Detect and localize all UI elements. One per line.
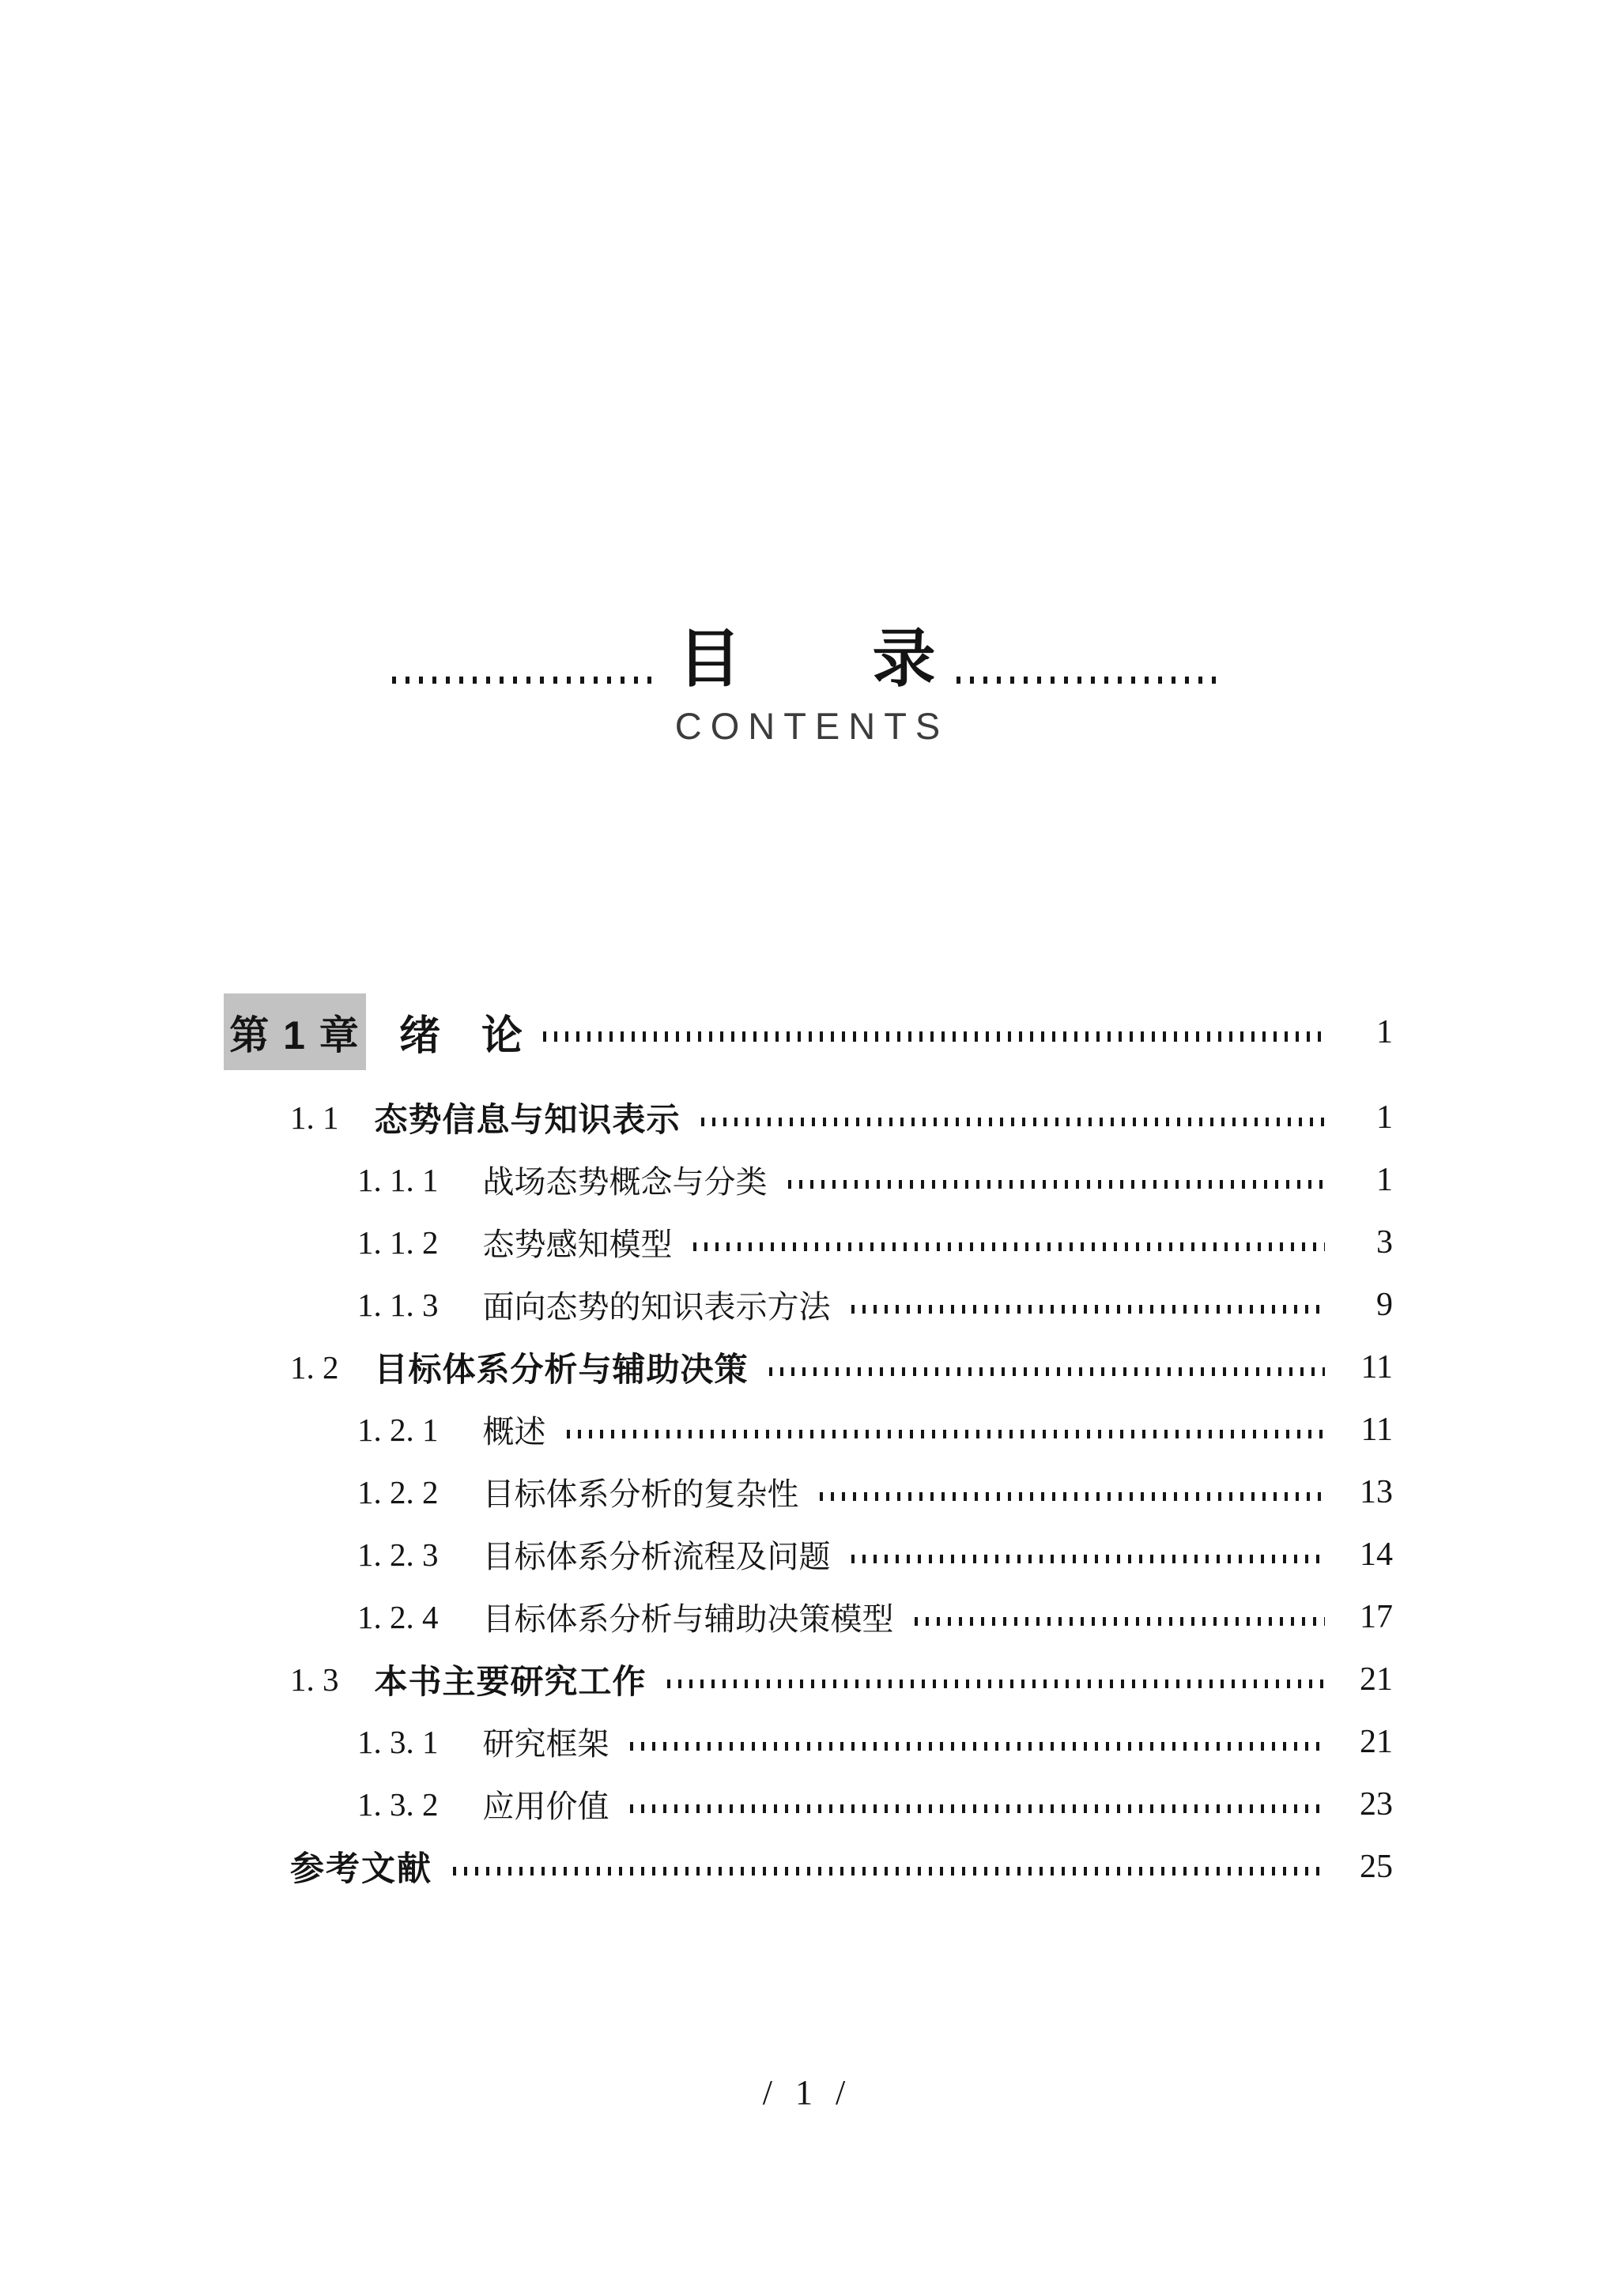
title-leader-right xyxy=(957,677,1224,684)
dot-leader xyxy=(693,1242,1326,1251)
entry-page-number: 17 xyxy=(1360,1598,1393,1635)
entry-page-number: 9 xyxy=(1376,1286,1393,1323)
entry-page-number: 3 xyxy=(1376,1223,1393,1261)
entry-label: 目标体系分析与辅助决策 xyxy=(374,1350,749,1388)
entry-number: 1. 3. 1 xyxy=(357,1723,439,1760)
chapter-title: 绪 论 xyxy=(399,1013,523,1059)
entry-label: 参考文献 xyxy=(290,1851,432,1888)
chapter-badge: 第 1 章 xyxy=(224,993,366,1070)
toc-entry xyxy=(290,1835,1393,1898)
entry-label: 目标体系分析流程及问题 xyxy=(482,1539,831,1574)
dot-leader xyxy=(630,1742,1326,1751)
toc-header xyxy=(0,627,1615,748)
dot-leader xyxy=(915,1617,1326,1626)
dot-leader xyxy=(543,1031,1325,1042)
toc-entry xyxy=(357,1461,1393,1523)
toc-entry xyxy=(357,1773,1393,1835)
entry-page-number: 1 xyxy=(1376,1161,1393,1198)
dot-leader xyxy=(851,1305,1326,1314)
dot-leader xyxy=(820,1492,1326,1501)
toc-entry xyxy=(357,1211,1393,1273)
entry-page-number: 21 xyxy=(1360,1661,1393,1698)
entry-page-number: 14 xyxy=(1360,1536,1393,1573)
entry-number: 1. 2. 4 xyxy=(357,1598,439,1635)
toc-entry xyxy=(357,1585,1393,1648)
entry-label: 目标体系分析与辅助决策模型 xyxy=(482,1601,894,1637)
toc-entry xyxy=(357,1523,1393,1585)
toc-entry xyxy=(290,1648,1393,1710)
title-leader-left xyxy=(392,677,659,684)
toc-list xyxy=(224,993,1393,1898)
entry-number: 1. 1. 2 xyxy=(357,1223,439,1261)
toc-entry xyxy=(290,1336,1393,1398)
entry-number: 1. 3. 2 xyxy=(357,1785,439,1823)
title-line xyxy=(0,627,1615,693)
dot-leader xyxy=(851,1555,1326,1563)
chapter-page-number: 1 xyxy=(1376,1013,1393,1050)
dot-leader xyxy=(788,1180,1326,1189)
toc-entry xyxy=(290,1086,1393,1148)
toc-entry xyxy=(357,1398,1393,1461)
dot-leader xyxy=(667,1680,1325,1688)
entry-page-number: 11 xyxy=(1360,1348,1393,1386)
entry-number: 1. 2. 2 xyxy=(357,1473,439,1510)
toc-entry xyxy=(357,1710,1393,1773)
entry-label: 本书主要研究工作 xyxy=(374,1662,647,1700)
entry-number: 1. 2 xyxy=(290,1348,339,1386)
entry-number: 1. 1. 3 xyxy=(357,1286,439,1323)
dot-leader xyxy=(453,1867,1325,1876)
dot-leader xyxy=(630,1804,1326,1813)
page-subtitle: CONTENTS xyxy=(674,705,949,747)
page-title: 目 录 xyxy=(677,625,938,695)
entry-page-number: 1 xyxy=(1376,1099,1393,1136)
entry-number: 1. 2. 3 xyxy=(357,1536,439,1573)
entry-label: 态势感知模型 xyxy=(482,1227,673,1262)
entry-label: 概述 xyxy=(482,1414,546,1450)
dot-leader xyxy=(701,1118,1325,1126)
toc-entry xyxy=(357,1148,1393,1211)
toc-chapter-row xyxy=(224,993,1393,1070)
toc-entry xyxy=(357,1273,1393,1336)
entry-page-number: 11 xyxy=(1360,1411,1393,1448)
dot-leader xyxy=(769,1367,1325,1376)
entry-page-number: 25 xyxy=(1360,1848,1393,1885)
entry-page-number: 23 xyxy=(1360,1785,1393,1823)
entry-label: 态势信息与知识表示 xyxy=(374,1100,681,1138)
entry-label: 研究框架 xyxy=(482,1726,609,1762)
footer-page-indicator: / 1 / xyxy=(762,2073,853,2112)
entry-number: 1. 3 xyxy=(290,1661,339,1698)
entry-label: 应用价值 xyxy=(482,1789,609,1824)
entry-page-number: 13 xyxy=(1360,1473,1393,1510)
entry-label: 目标体系分析的复杂性 xyxy=(482,1476,799,1512)
entry-number: 1. 1. 1 xyxy=(357,1161,439,1198)
dot-leader xyxy=(567,1430,1326,1438)
entry-number: 1. 1 xyxy=(290,1099,339,1136)
entry-label: 战场态势概念与分类 xyxy=(482,1164,768,1200)
entry-label: 面向态势的知识表示方法 xyxy=(482,1289,831,1325)
entry-number: 1. 2. 1 xyxy=(357,1411,439,1448)
entry-page-number: 21 xyxy=(1360,1723,1393,1760)
